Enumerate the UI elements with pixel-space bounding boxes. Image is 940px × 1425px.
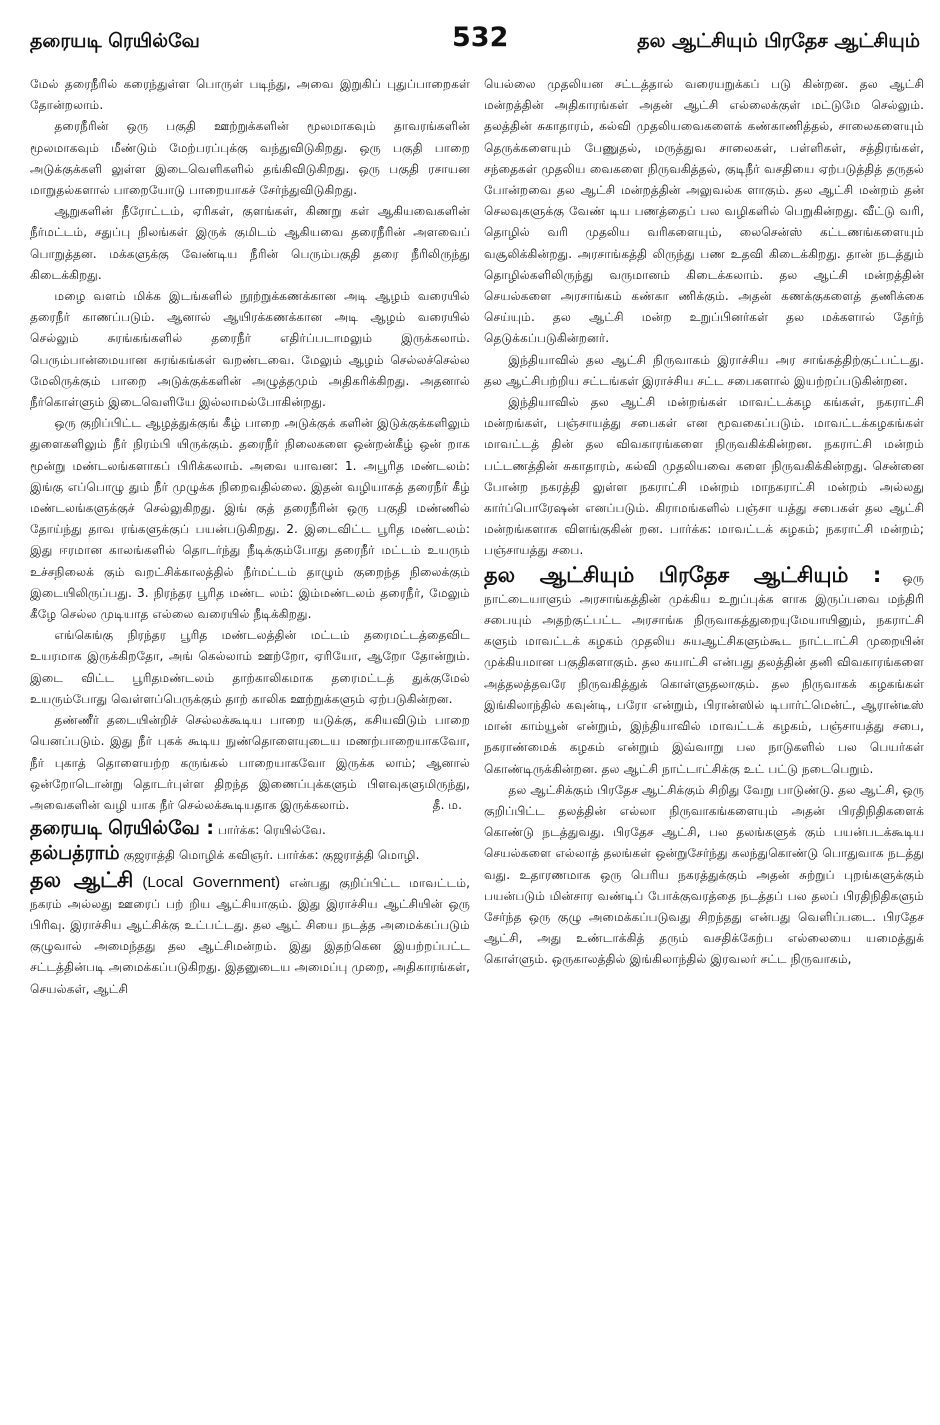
page-header (30, 22, 920, 62)
page-number: 532 (452, 22, 509, 53)
entry-text: குஜராத்தி மொழிக் கவிஞர். பார்க்க: குஜராத்தி மொழி. (123, 848, 420, 863)
paragraph: இந்தியாவில் தல ஆட்சி நிருவாகம் இராச்சிய அர சாங்கத்திற்குட்பட்டது. தல ஆட்சிபற்றிய சட்டங்கள் இராச்சிய சட்ட சபைகளால் இயற்றப்படுகின்றன. (484, 352, 924, 388)
paragraph: இந்தியாவில் தல ஆட்சி மன்றங்கள் மாவட்டக்கழ கங்கள், நகராட்சி மன்றங்கள், பஞ்சாயத்து சபைகள் என மூவகைப்படும். மாவட்டக்கழகங்கள் மாவட்டத் தின் தல விவகாரங்களை நிருவகிக்கின்றன. நகராட்சி மன்றம் பட்டணத்தின் சுகாதாரம், கல்வி முதலியவை களை நிருவகிக்கின்றது. சென்னை போன்ற நகரத்தி லுள்ள நகராட்சி மன்றம் மாநகராட்சி மன்றம் அல்லது கார்ப்பொரேஷன் எனப்படும். கிராமங்களில் பஞ்சா யத்து சபைகள் தல ஆட்சி மன்றங்களாக விளங்குகின் றன. பார்க்க: மாவட்டக் கழகம்; நகராட்சி மன்றம்; பஞ்சாயத்து சபை. (484, 395, 924, 558)
entry-thalpatram (30, 841, 470, 866)
entry-local-government (30, 867, 470, 1000)
entry-tharaiyadi-railway (30, 816, 470, 841)
paragraph: ஆறுகளின் நீரோட்டம், ஏரிகள், குளங்கள், கிணறு கள் ஆகியவைகளின் நீர்மட்டம், சதுப்பு நிலங்கள் இருக் குமிடம் ஆகியவை தரைநீரின் அளவைப் பொறுத்தன. மக்களுக்கு வேண்டிய நீரின் பெரும்பகுதி தரை நீரிலிருந்து கிடைக்கிறது. (30, 204, 470, 282)
entry-headword: தல ஆட்சி (30, 867, 134, 892)
entry-english-term: (Local Government) (142, 873, 281, 891)
entry-headword: தல்பத்ராம் (30, 842, 120, 865)
entry-local-and-regional-government (484, 562, 924, 780)
right-column (484, 74, 924, 1414)
paragraph: மேல் தரைநீரில் கரைந்துள்ள பொருள் படிந்து, அவை இறுகிப் புதுப்பாறைகள் தோன்றலாம். (30, 77, 470, 113)
entry-text: என்பது குறிப்பிட்ட மாவட்டம், நகரம் அல்லது ஊரைப் பற் றிய ஆட்சியாகும். இது இராச்சிய ஆட்சியின் ஒரு பிரிவு. இராச்சிய ஆட்சிக்கு உட்பட்டது. தல ஆட் சியை நடத்த அமைக்கப்படும் குழுவால் அமைந்தது தல ஆட்சிமன்றம். இது இதற்கென இயற்றப்பட்ட சட்டத்தின்படி அமைக்கப்படுகிறது. இதனுடைய அமைப்பு முறை, அதிகாரங்கள், செயல்கள், ஆட்சி (30, 875, 470, 996)
header-right-title: தல ஆட்சியும் பிரதேச ஆட்சியும் (637, 30, 920, 52)
paragraph: ஒரு குறிப்பிட்ட ஆழத்துக்குங் கீழ் பாறை அடுக்குக் களின் இடுக்குக்களிலும் துளைகளிலும் நீர் நிரம்பி யிருக்கும். தரைநீர் நிலைகளை ஒன்றன்கீழ் ஒன் றாக மூன்று மண்டலங்களாகப் பிரிக்கலாம். அவை யாவன: 1. அபூரித மண்டலம்: இங்கு எப்பொழு தும் நீர் முழுக்க நிறைவதில்லை. இதன் வழியாகத் தரைநீர் கீழ் மண்டலங்களுக்குச் செல்லுகிறது. இங் குத் தரைநீரின் ஒரு பகுதி மண்ணில் தோய்ந்து தாவ ரங்களுக்குப் பயன்படுகிறது. 2. இடைவிட்ட பூரித மண்டலம்: இது ஈரமான காலங்களில் தொடர்ந்து நீடிக்கும்போது தரைநீர் மட்டம் உயரும் உச்சநிலைக் கும் வறட்சிக்காலத்தில் நீர்மட்டம் தாழும் குறைந்த நிலைக்கும் இடையிலிருப்பது. 3. நிரந்தர பூரித மண்ட லம்: இம்மண்டலம் தரைநீர், மேலும் கீழே செல்ல முடியாத எல்லை வரையில் நீடிக்கிறது. (30, 416, 470, 622)
paragraph: எங்கெங்கு நிரந்தர பூரித மண்டலத்தின் மட்டம் தரைமட்டத்தைவிட உயரமாக இருக்கிறதோ, அங் கெல்லாம் ஊற்றோ, ஏரியோ, ஆறோ தோன்றும். இடை விட்ட பூரிதமண்டலம் தாற்காலிகமாக தரைமட்டத் துக்குமேல் உயரும்போது வெள்ளப்பெருக்கும் தாற் காலிக ஊற்றுக்களும் ஏற்படுகின்றன. (30, 628, 470, 706)
author-signature: தீ. ம. (432, 797, 462, 812)
left-column (30, 74, 470, 1414)
paragraph: தரைநீரின் ஒரு பகுதி ஊற்றுக்களின் மூலமாகவும் தாவரங்களின் மூலமாகவும் மீண்டும் மேற்பரப்புக்கு வந்துவிடுகிறது. ஒரு பகுதி பாறை அடுக்குக்களி லுள்ள இடைவெளிகளில் தங்கிவிடுகிறது. ஒரு பகுதி ரசாயன மாறுதல்களால் பாறையோடு பாறையாகச் சேர்ந்துவிடுகிறது. (30, 119, 470, 198)
entry-headword: தல ஆட்சியும் பிரதேச ஆட்சியும் : (484, 562, 882, 587)
header-left-title: தரையடி ரெயில்வே (30, 30, 200, 52)
paragraph: தல ஆட்சிக்கும் பிரதேச ஆட்சிக்கும் சிறிது வேறு பாடுண்டு. தல ஆட்சி, ஒரு குறிப்பிட்ட தலத்தின் எல்லா நிருவாகங்களையும் அதன் பிரதிநிதிகளைக் கொண்டு நடத்துவது. பிரதேச ஆட்சி, பல தலங்களுக் கும் பயன்படக்கூடிய செயல்களை எல்லாத் தலங்கள் ஒன்றுசேர்ந்து கலந்துகொண்டு பொதுவாக நடத்து வது. உதாரணமாக ஒரு பெரிய நகரத்துக்கும் அதன் சுற்றுப் புறங்களுக்கும் பயன்படும் மின்சார வண்டிப் போக்குவரத்தை நடத்தப் பல தலப் பிரதிநிதிகளும் சேர்ந்த ஒரு குழு அமைக்கப்படுவது சிறந்தது என்பது வெளிப்படை. பிரதேச ஆட்சி, அது உண்டாக்கித் தரும் வசதிக்கேற்ப எல்லையை யமைத்துக் கொள்ளும். ஒருகாலத்தில் இங்கிலாந்தில் இரவலர் சட்ட நிருவாகம், (484, 782, 924, 967)
paragraph-text: தண்ணீர் தடையின்றிச் செல்லக்கூடிய பாறை யடுக்கு, கசியவிடும் பாறை யெனப்படும். இது நீர் புகக் கூடிய நுண்தொளையுடைய மணற்பாறையாகவோ, நீர் புகாத் தொளையற்ற கருங்கல் பாறையாகவோ இருக்க லாம்; ஆனால் ஒன்றோடொன்று தொடர்புள்ள திறந்த இணைப்புக்களும் பிளவுகளுமிருந்து, அவைகளின் வழி யாக நீர் செல்லக்கூடியதாக இருக்கலாம். (30, 713, 470, 812)
entry-text: ஒரு நாட்டையாளும் அரசாங்கத்தின் முக்கிய உறுப்புக்க ளாக இருப்பவை மந்திரி சபையும் அதற்குட்பட்ட அரசாங்க நிருவாகத்துறையுமேயாயினும், நகராட்சி களும் மாவட்டக் கழகம் முதலிய சுயஆட்சிகளும்கூட நாட்டாட்சி முறையின் முக்கியமான பகுதிகளாகும். தல சுயாட்சி என்பது தலத்தின் தனி விவகாரங்களை அத்தலத்தவரே நிருவகித்துக் கொள்ளுதலாகும். தல நிருவாகக் கழகங்கள் இங்கிலாந்தில் கவுன்டி, பரோ என்றும், பிரான்ஸில் டிபார்ட்மென்ட், ஆரான்டீஸ் மான் காம்யூன் என்றும், இந்தியாவில் மாவட்டக் கழகம், பஞ்சாயத்து சபை, நகராண்மைக் கழகம் என்றும் இவ்வாறு பல நாடுகளில் பல பெயர்கள் கொண்டிருக்கின்றன. தல ஆட்சி நாட்டாட்சிக்கு உட் பட்டு நடைபெறும். (484, 570, 924, 776)
entry-text: பார்க்க: ரெயில்வே. (217, 823, 326, 838)
paragraph: மழை வளம் மிக்க இடங்களில் நூற்றுக்கணக்கான அடி ஆழம் வரையில் தரைநீர் காணப்படும். ஆனால் ஆயிரக்கணக்கான அடி ஆழம் வரையில் செல்லும் சுரங்கங்களில் தரைநீர் எதிர்ப்படாமலும் இருக்கலாம். பெரும்பான்மையான சுரங்கங்கள் வறண்டவை. மேலும் ஆழம் செல்லச்செல்ல மேலிருக்கும் பாறை அடுக்குக்களின் அழுத்தமும் அதிகரிக்கிறது. அதனால் நீர்கொள்ளும் இடைவெளியே இல்லாமல்போகின்றது. (30, 289, 470, 410)
entry-headword: தரையடி ரெயில்வே : (30, 817, 214, 840)
paragraph-with-signature (30, 710, 470, 816)
paragraph: யெல்லை முதலியன சட்டத்தால் வரையறுக்கப் படு கின்றன. தல ஆட்சி மன்றத்தின் அதிகாரங்கள் அதன் ஆட்சி எல்லைக்குள் மட்டுமே செல்லும். தலத்தின் சுகாதாரம், கல்வி முதலியவைகளைக் கண்காணித்தல், சாலைகளையும் தெருக்களையும் பேணுதல், மருத்துவ சாலைகள், பள்ளிகள், சத்திரங்கள், சந்தைகள் முதலிய வைகளை நிருவகித்தல், குடிநீர் வசதியை ஏற்படுத்தித் தருதல் போன்றவை தல ஆட்சி மன்றத்தின் அலுவல்க ளாகும். தல ஆட்சி மன்றம் தன் செலவுகளுக்கு வேண் டிய பணத்தைப் பல வழிகளில் பெறுகின்றது. வீட்டு வரி, தொழில் வரி முதலிய வரிகளையும், லைசென்ஸ் கட்டணங்களையும் வசூலிக்கின்றது. அரசாங்கத்தி லிருந்து பண உதவி கிடைக்கிறது. தான் நடத்தும் தொழில்களிலிருந்து வருமானம் கிடைக்கலாம். தல ஆட்சி மன்றத்தின் செயல்களை அரசாங்கம் கண்கா ணிக்கும். அதன் கணக்குகளைத் தணிக்கை செய்யும். தல ஆட்சி மன்ற உறுப்பினர்கள் தல மக்களால் தேர்ந் தெடுக்கப்படுகின்றனர். (484, 77, 924, 346)
